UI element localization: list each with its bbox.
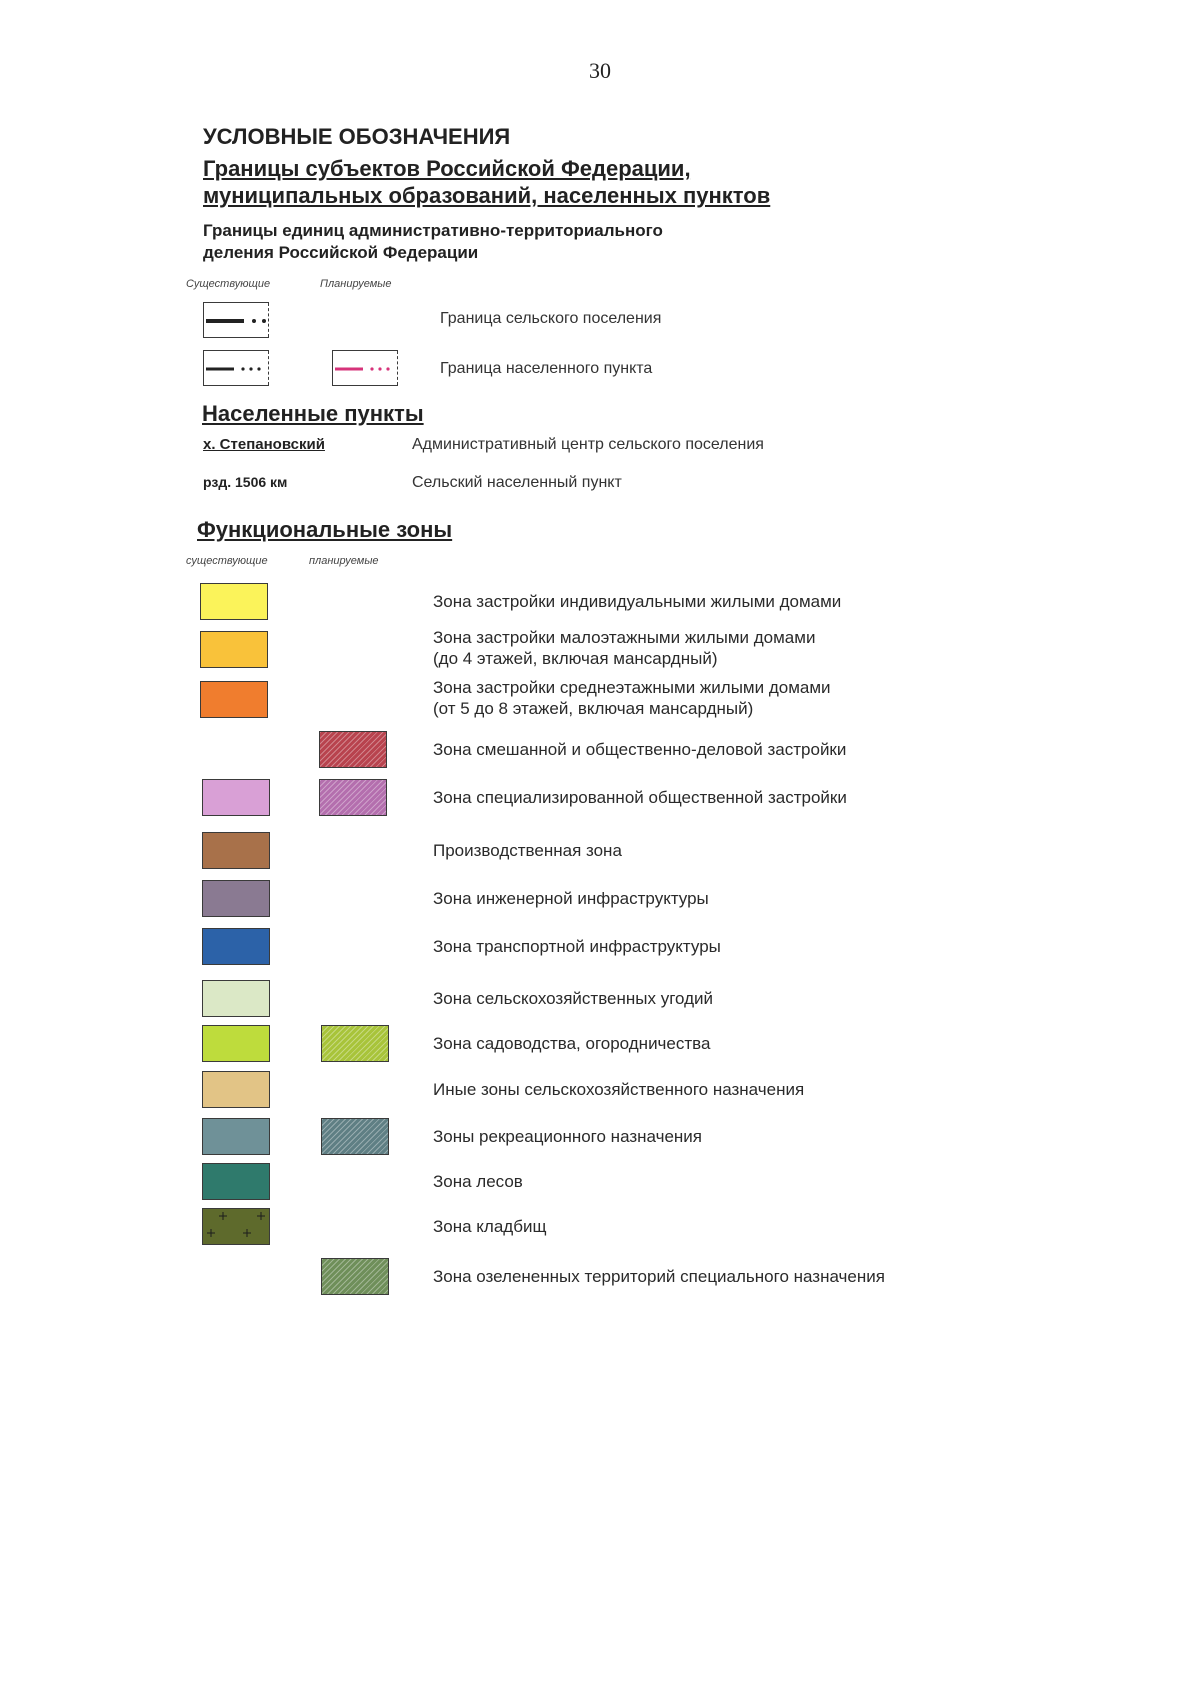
zone-label-line1: Зона лесов xyxy=(433,1172,523,1191)
zone-label-line2: (от 5 до 8 этажей, включая мансардный) xyxy=(433,699,754,718)
settlement-name-admin-center: х. Степановский xyxy=(203,436,325,453)
zone-label xyxy=(433,739,846,760)
legend-title: УСЛОВНЫЕ ОБОЗНАЧЕНИЯ xyxy=(203,124,511,149)
boundaries-subheading-line1: Границы единиц административно-территориального xyxy=(203,221,663,240)
zone-label xyxy=(433,1079,804,1100)
zone-label-line1: Зона застройки малоэтажными жилыми домами xyxy=(433,628,816,647)
zone-label-line2: (до 4 этажей, включая мансардный) xyxy=(433,649,718,668)
zone-label xyxy=(433,627,815,669)
zone-swatch-existing xyxy=(200,583,268,620)
zone-swatch-existing xyxy=(202,980,270,1017)
zone-swatch-planned xyxy=(319,731,387,768)
zone-label xyxy=(433,1216,546,1237)
zone-label-line1: Зона смешанной и общественно-деловой застройки xyxy=(433,740,847,759)
zone-label-line1: Зоны рекреационного назначения xyxy=(433,1127,703,1146)
zone-swatch-existing xyxy=(200,681,268,718)
zone-label-line1: Зона садоводства, огородничества xyxy=(433,1034,711,1053)
zone-swatch-existing xyxy=(202,1025,270,1062)
zones-col-planned: планируемые xyxy=(309,555,379,567)
zone-label-line1: Зона застройки индивидуальными жилыми домами xyxy=(433,592,842,611)
zone-swatch-existing xyxy=(202,1118,270,1155)
zone-swatch-existing xyxy=(202,1163,270,1200)
zones-heading: Функциональные зоны xyxy=(197,517,453,542)
zone-label-line1: Зона сельскохозяйственных угодий xyxy=(433,989,714,1008)
zone-label xyxy=(433,1126,702,1147)
boundaries-col-planned: Планируемые xyxy=(320,278,392,290)
zone-swatch-planned xyxy=(321,1118,389,1155)
rural-settlement-boundary-symbol xyxy=(203,302,269,338)
settlement-line-existing-icon xyxy=(204,351,270,387)
zone-swatch-existing xyxy=(200,631,268,668)
cemetery-cross-icon xyxy=(203,1209,269,1244)
zone-swatch-existing xyxy=(202,928,270,965)
settlements-heading: Населенные пункты xyxy=(202,401,424,426)
zone-label xyxy=(433,840,622,861)
zone-swatch-existing xyxy=(202,1071,270,1108)
zone-label-line1: Зона озелененных территорий специального назначения xyxy=(433,1267,885,1286)
zone-swatch-planned xyxy=(321,1025,389,1062)
zone-label xyxy=(433,1033,710,1054)
zone-label xyxy=(433,1171,523,1192)
zone-label xyxy=(433,988,713,1009)
boundaries-heading-line2: муниципальных образований, населенных пунктов xyxy=(203,183,771,208)
boundaries-heading-line1: Границы субъектов Российской Федерации, xyxy=(203,156,691,181)
settlement-boundary-planned-symbol xyxy=(332,350,398,386)
zone-label-line1: Иные зоны сельскохозяйственного назначения xyxy=(433,1080,805,1099)
settlement-boundary-existing-symbol xyxy=(203,350,269,386)
settlement-desc-rural: Сельский населенный пункт xyxy=(412,474,622,491)
zone-label-line1: Зона специализированной общественной застройки xyxy=(433,788,847,807)
zone-label xyxy=(433,591,841,612)
zone-swatch-existing xyxy=(202,779,270,816)
zone-label xyxy=(433,787,847,808)
zone-label xyxy=(433,677,831,719)
boundaries-heading xyxy=(203,155,770,209)
settlement-line-planned-icon xyxy=(333,351,399,387)
boundary-label-settlement: Граница населенного пункта xyxy=(440,360,653,377)
zone-label-line1: Зона кладбищ xyxy=(433,1217,547,1236)
page-number: 30 xyxy=(589,58,611,83)
zone-swatch-planned xyxy=(319,779,387,816)
settlement-name-rural: рзд. 1506 км xyxy=(203,474,288,490)
rural-settlement-line-icon xyxy=(204,303,270,339)
boundaries-col-existing: Существующие xyxy=(186,278,271,290)
settlement-desc-admin-center: Административный центр сельского поселения xyxy=(412,436,764,453)
zone-label-line1: Производственная зона xyxy=(433,841,622,860)
zone-label-line1: Зона транспортной инфраструктуры xyxy=(433,937,721,956)
zone-swatch-existing xyxy=(202,832,270,869)
zone-swatch-existing xyxy=(202,1208,270,1245)
boundary-label-rural-settlement: Граница сельского поселения xyxy=(440,310,662,327)
zone-label-line1: Зона застройки среднеэтажными жилыми домами xyxy=(433,678,831,697)
zone-label xyxy=(433,936,721,957)
zone-swatch-existing xyxy=(202,880,270,917)
zone-label xyxy=(433,888,709,909)
boundaries-subheading xyxy=(203,220,663,264)
zone-swatch-planned xyxy=(321,1258,389,1295)
zone-label-line1: Зона инженерной инфраструктуры xyxy=(433,889,709,908)
boundaries-subheading-line2: деления Российской Федерации xyxy=(203,243,479,262)
zones-col-existing: существующие xyxy=(186,555,268,567)
zone-label xyxy=(433,1266,885,1287)
